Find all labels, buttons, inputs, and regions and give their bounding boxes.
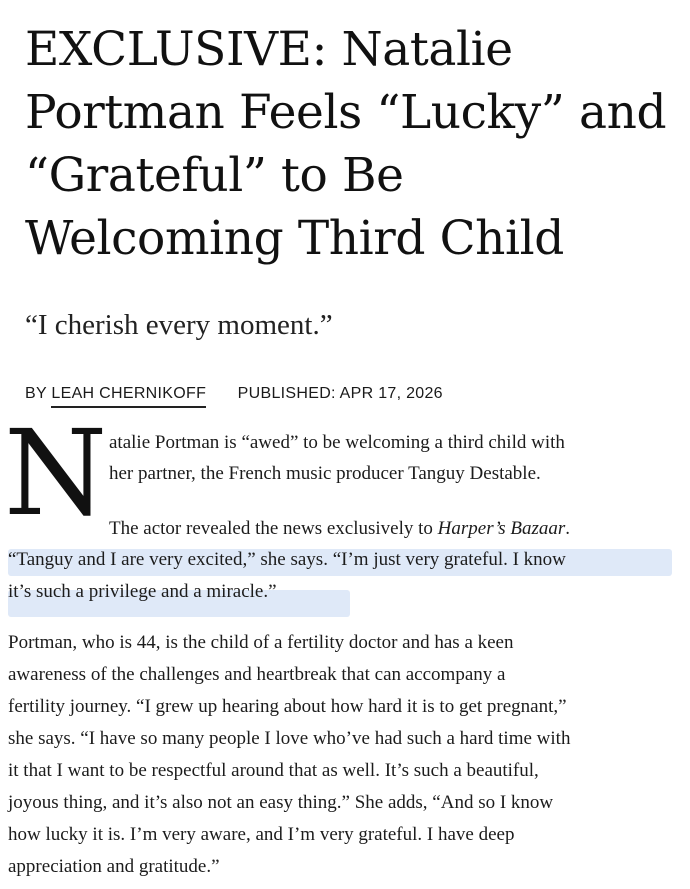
paragraph-3-line-6: joyous thing, and it’s also not an easy thing.” She adds, “And so I know bbox=[8, 792, 554, 813]
paragraph-1-line-1: atalie Portman is “awed” to be welcoming a third child with bbox=[109, 432, 565, 453]
author-link[interactable]: LEAH CHERNIKOFF bbox=[51, 385, 206, 408]
paragraph-3-line-3: fertility journey. “I grew up hearing about how hard it is to get pregnant,” bbox=[8, 696, 567, 717]
publication-name: Harper’s Bazaar bbox=[437, 518, 566, 539]
paragraph-3-line-5: it that I want to be respectful around that as well. It’s such a beautiful, bbox=[8, 760, 539, 781]
highlighted-quote: “I’m just very grateful. I know bbox=[332, 549, 566, 570]
paragraph-2-line-2: “Tanguy and I are very excited,” she says. “I’m just very grateful. I know bbox=[8, 549, 566, 570]
paragraph-3-line-1: Portman, who is 44, is the child of a fertility doctor and has a keen bbox=[8, 632, 514, 653]
paragraph-2-line-1: The actor revealed the news exclusively to Harper’s Bazaar. bbox=[109, 518, 570, 539]
paragraph-2-line-3: it’s such a privilege and a miracle.” bbox=[8, 581, 277, 602]
article-dek: “I cherish every moment.” bbox=[25, 309, 333, 341]
paragraph-3-line-2: awareness of the challenges and heartbreak that can accompany a bbox=[8, 664, 506, 685]
published-date: PUBLISHED: APR 17, 2026 bbox=[237, 385, 443, 402]
paragraph-1-line-2: her partner, the French music producer Tanguy Destable. bbox=[109, 463, 541, 484]
byline-prefix: BY bbox=[25, 385, 47, 402]
drop-cap: N bbox=[4, 404, 108, 542]
article-headline: EXCLUSIVE: Natalie Portman Feels “Lucky” and “Grateful” to Be Welcoming Third Child bbox=[25, 22, 667, 266]
paragraph-3-line-7: how lucky it is. I’m very aware, and I’m very grateful. I have deep bbox=[8, 824, 515, 845]
paragraph-3-line-4: she says. “I have so many people I love who’ve had such a hard time with bbox=[8, 728, 571, 749]
paragraph-3-line-8: appreciation and gratitude.” bbox=[8, 856, 220, 877]
